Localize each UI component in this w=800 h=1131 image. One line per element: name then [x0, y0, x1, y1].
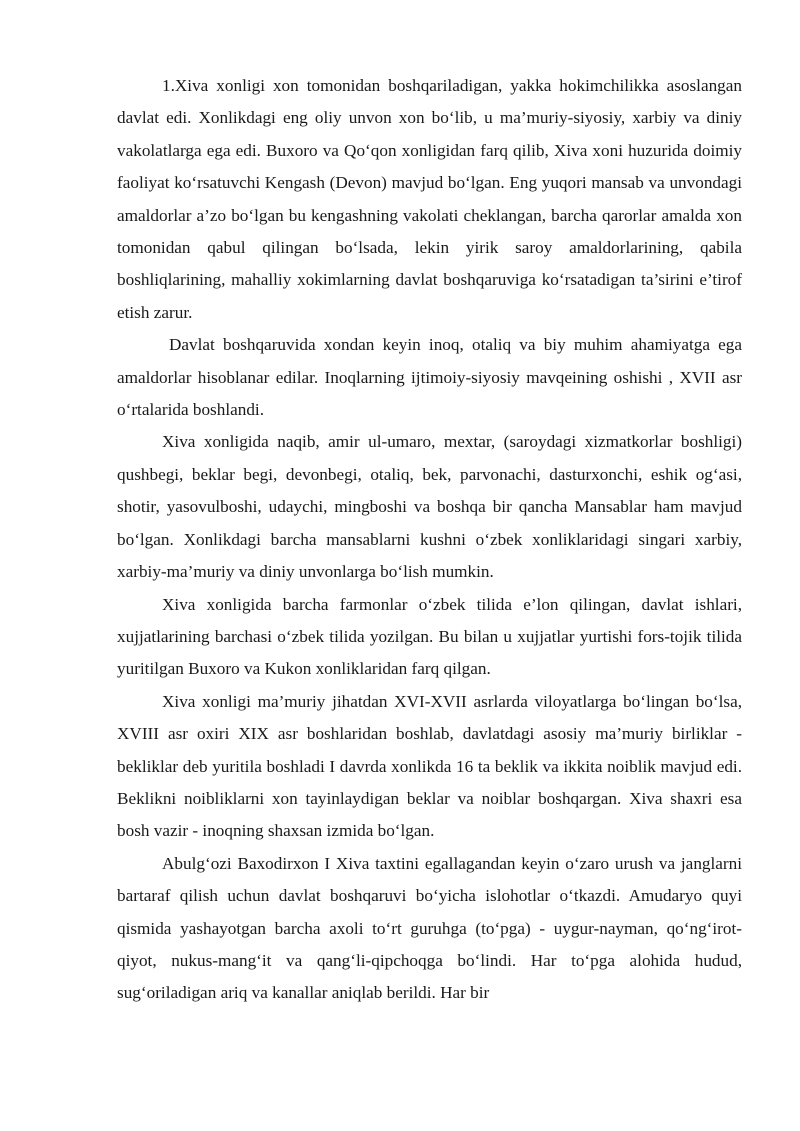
paragraph-3: Xiva xonligida naqib, amir ul-umaro, mextar, (saroydagi xizmatkorlar boshligi) qushbegi, beklar begi, devonbegi, otaliq, bek, parvonachi, dasturxonchi, eshik og‘asi, shotir, yasovulboshi, udaychi, mingboshi va boshqa bir qancha Mansablar ham mavjud bo‘lgan. Xonlikdagi barcha mansablarni kushni o‘zbek xonliklaridagi singari xarbiy, xarbiy-ma’muriy va diniy unvonlarga bo‘lish mumkin.: [117, 432, 742, 582]
paragraph-6: Abulg‘ozi Baxodirxon I Xiva taxtini egallagandan keyin o‘zaro urush va janglarni bartaraf qilish uchun davlat boshqaruvi bo‘yicha islohotlar o‘tkazdi. Amudaryo quyi qismida yashayotgan barcha axoli to‘rt guruhga (to‘pga) - uygur-nayman, qo‘ng‘irot-qiyot, nukus-mang‘it va qang‘li-qipchoqga bo‘lindi. Har to‘pga alohida hudud, sug‘oriladigan ariq va kanallar aniqlab berildi. Har bir: [117, 853, 742, 1003]
paragraph-2: Davlat boshqaruvida xondan keyin inoq, otaliq va biy muhim ahamiyatga ega amaldorlar hisoblanar edilar. Inoqlarning ijtimoiy-siyosiy mavqeining oshishi , XVII asr o‘rtalarida boshlandi.: [117, 335, 742, 420]
paragraph-4: Xiva xonligida barcha farmonlar o‘zbek tilida e’lon qilingan, davlat ishlari, xujjatlarining barchasi o‘zbek tilida yozilgan. Bu bilan u xujjatlar yurtishi fors-tojik tilida yuritilgan Buxoro va Kukon xonliklaridan farq qilgan.: [117, 594, 742, 679]
document-page: [117, 70, 742, 1010]
paragraph-1: 1.Xiva xonligi xon tomonidan boshqariladigan, yakka hokimchilikka asoslangan davlat edi. Xonlikdagi eng oliy unvon xon bo‘lib, u ma’muriy-siyosiy, xarbiy va diniy vakolatlarga ega edi. Buxoro va Qo‘qon xonligidan farq qilib, Xiva xoni huzurida doimiy faoliyat ko‘rsatuvchi Kengash (Devon) mavjud bo‘lgan. Eng yuqori mansab va unvondagi amaldorlar a’zo bo‘lgan bu kengashning vakolati cheklangan, barcha qarorlar amalda xon tomonidan qabul qilingan bo‘lsada, lekin yirik saroy amaldorlarining, qabila boshliqlarining, mahalliy xokimlarning davlat boshqaruviga ko‘rsatadigan ta’sirini e’tirof etish zarur.: [117, 76, 742, 322]
paragraph-5: Xiva xonligi ma’muriy jihatdan XVI-XVII asrlarda viloyatlarga bo‘lingan bo‘lsa, XVIII asr oxiri XIX asr boshlaridan boshlab, davlatdagi asosiy ma’muriy birliklar - bekliklar deb yuritila boshladi I davrda xonlikda 16 ta beklik va ikkita noiblik mavjud edi. Beklikni noibliklarni xon tayinlaydigan beklar va noiblar boshqargan. Xiva shaxri esa bosh vazir - inoqning shaxsan izmida bo‘lgan.: [117, 691, 742, 841]
